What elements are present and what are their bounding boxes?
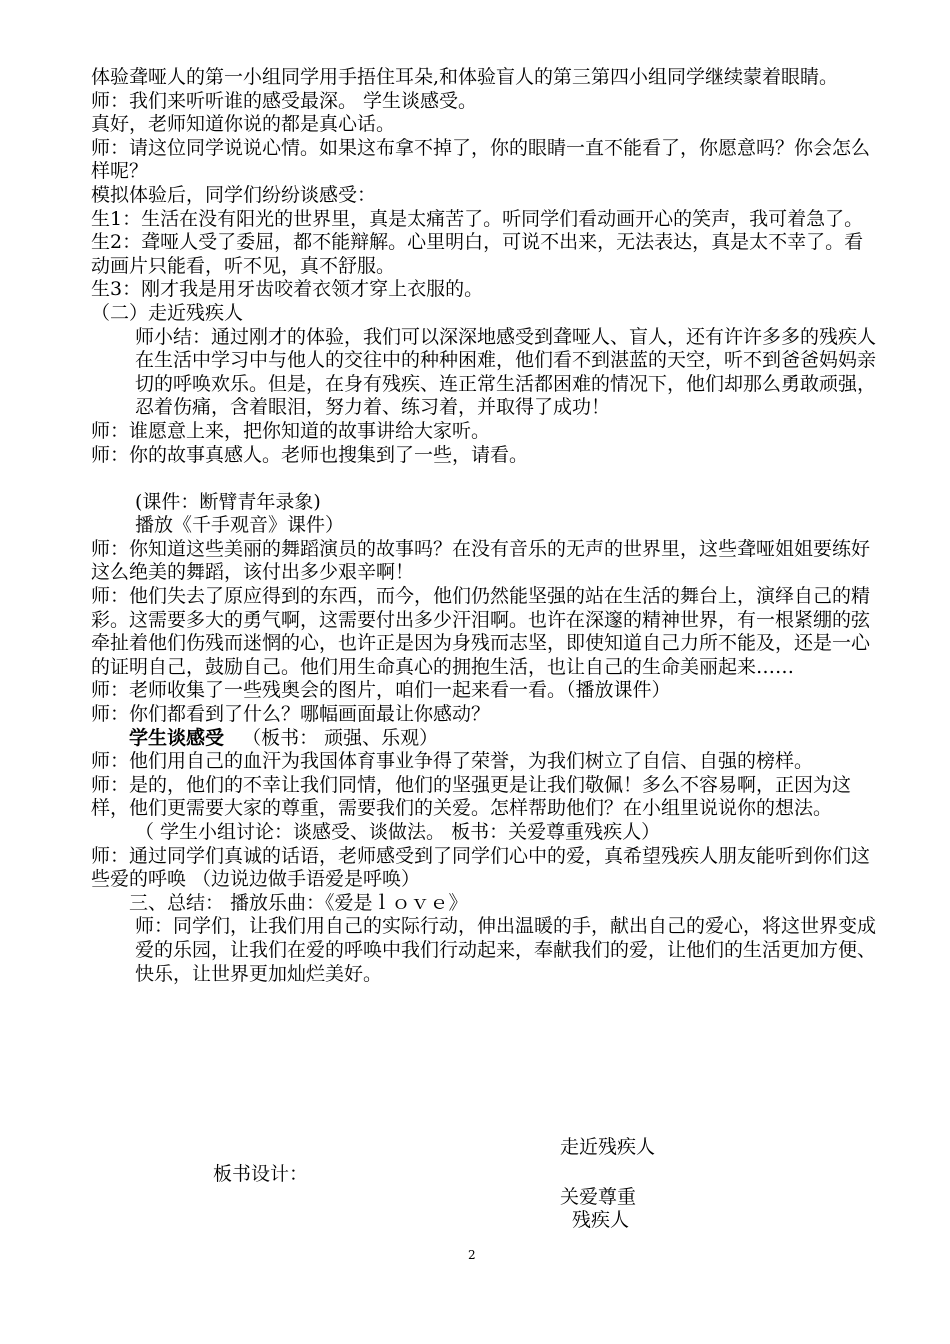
paragraph-4: 师：请这位同学说说心情。如果这布拿不掉了，你的眼睛一直不能看了，你愿意吗？你会怎么样呢？ (91, 136, 871, 183)
group-discussion-note: （ 学生小组讨论：谈感受、谈做法。 板书：关爱尊重残疾人） (135, 821, 661, 843)
paragraph-summary: 师小结：通过刚才的体验，我们可以深深地感受到聋哑人、盲人，还有许许多多的残疾人在生活中学习中与他人的交往中的种种困难，他们看不到湛蓝的天空，听不到爸爸妈妈亲切的呼唤欢乐。但是，在身有残疾、连正常生活都困难的情况下，他们却那么勇敢顽强，忍着伤痛，含着眼泪，努力着、练习着，并取得了成功！ (135, 325, 877, 419)
board-note-traits: （板书： 顽强、乐观） (242, 726, 439, 749)
students-share-bold: 学生谈感受 (129, 726, 225, 749)
paragraph-12: 师：你的故事真感人。老师也搜集到了一些，请看。 (91, 443, 529, 466)
board-line-1: 走近残疾人 (560, 1136, 656, 1158)
paragraph-22: 师：是的，他们的不幸让我们同情，他们的坚强更是让我们敬佩！多么不容易啊，正因为这样，他们更需要大家的尊重，需要我们的关爱。怎样帮助他们？在小组里说说你的想法。 (91, 773, 852, 820)
paragraph-3: 真好，老师知道你说的都是真心话。 (91, 113, 396, 136)
board-line-3: 残疾人 (572, 1209, 630, 1231)
board-note-line (91, 727, 881, 751)
paragraph-15: 师：你知道这些美丽的舞蹈演员的故事吗？在没有音乐的无声的世界里，这些聋哑姐姐要练好这么绝美的舞蹈，该付出多少艰辛啊！ (91, 537, 871, 584)
body-text (91, 66, 881, 986)
paragraph-8: 生3：刚才我是用牙齿咬着衣领才穿上衣服的。 (91, 278, 484, 301)
paragraph-5: 模拟体验后，同学们纷纷谈感受： (91, 183, 377, 206)
board-design-label: 板书设计： (213, 1163, 309, 1185)
courseware-note-1: (课件：断臂青年录象) (135, 490, 321, 513)
paragraph-1: 体验聋哑人的第一小组同学用手捂住耳朵,和体验盲人的第三第四小组同学继续蒙着眼睛。 (91, 66, 839, 88)
paragraph-7: 生2：聋哑人受了委屈，都不能辩解。心里明白，可说不出来，无法表达，真是太不幸了。看动画片只能看，听不见，真不舒服。 (91, 231, 864, 277)
summary-heading: 三、总结： 播放乐曲：《爱是ｌｏｖｅ》 (129, 891, 468, 914)
paragraph-16: 师：他们失去了原应得到的东西，而今，他们仍然能坚强的站在生活的舞台上，演绎自己的精彩。这需要多大的勇气啊，这需要付出多少汗泪啊。也许在深邃的精神世界，有一根紧绷的弦牵扯着他们伤残而迷惘的心，也许正是因为身残而志坚，即使知道自己力所不能及，还是一心的证明自己，鼓励自己。他们用生命真心的拥抱生活，也让自己的生命美丽起来…… (91, 585, 871, 678)
closing-paragraph: 师：同学们，让我们用自己的实际行动，伸出温暖的手，献出自己的爱心，将这世界变成爱的乐园，让我们在爱的呼唤中我们行动起来，奉献我们的爱，让他们的生活更加方便、快乐，让世界更加灿烂美好。 (135, 915, 877, 985)
paragraph-11: 师：谁愿意上来，把你知道的故事讲给大家听。 (91, 419, 491, 442)
section-heading: （二）走近残疾人 (91, 301, 244, 324)
courseware-note-2: 播放《千手观音》课件） (135, 514, 345, 537)
paragraph-6: 生1：生活在没有阳光的世界里，真是太痛苦了。听同学们看动画开心的笑声，我可着急了。 (91, 207, 864, 230)
paragraph-18: 师：你们都看到了什么？哪幅画面最让你感动？ (91, 703, 491, 726)
paragraph-2: 师：我们来听听谁的感受最深。 学生谈感受。 (91, 89, 478, 112)
paragraph-24: 师：通过同学们真诚的话语，老师感受到了同学们心中的爱，真希望残疾人朋友能听到你们这些爱的呼唤 （边说边做手语爱是呼唤） (91, 844, 871, 891)
paragraph-21: 师：他们用自己的血汗为我国体育事业争得了荣誉，为我们树立了自信、自强的榜样。 (91, 750, 814, 773)
blank-line (91, 467, 881, 491)
paragraph-17: 师：老师收集了一些残奥会的图片，咱们一起来看一看。（播放课件） (91, 679, 671, 702)
page-number: 2 (468, 1248, 476, 1262)
board-line-2: 关爱尊重 (560, 1186, 637, 1208)
